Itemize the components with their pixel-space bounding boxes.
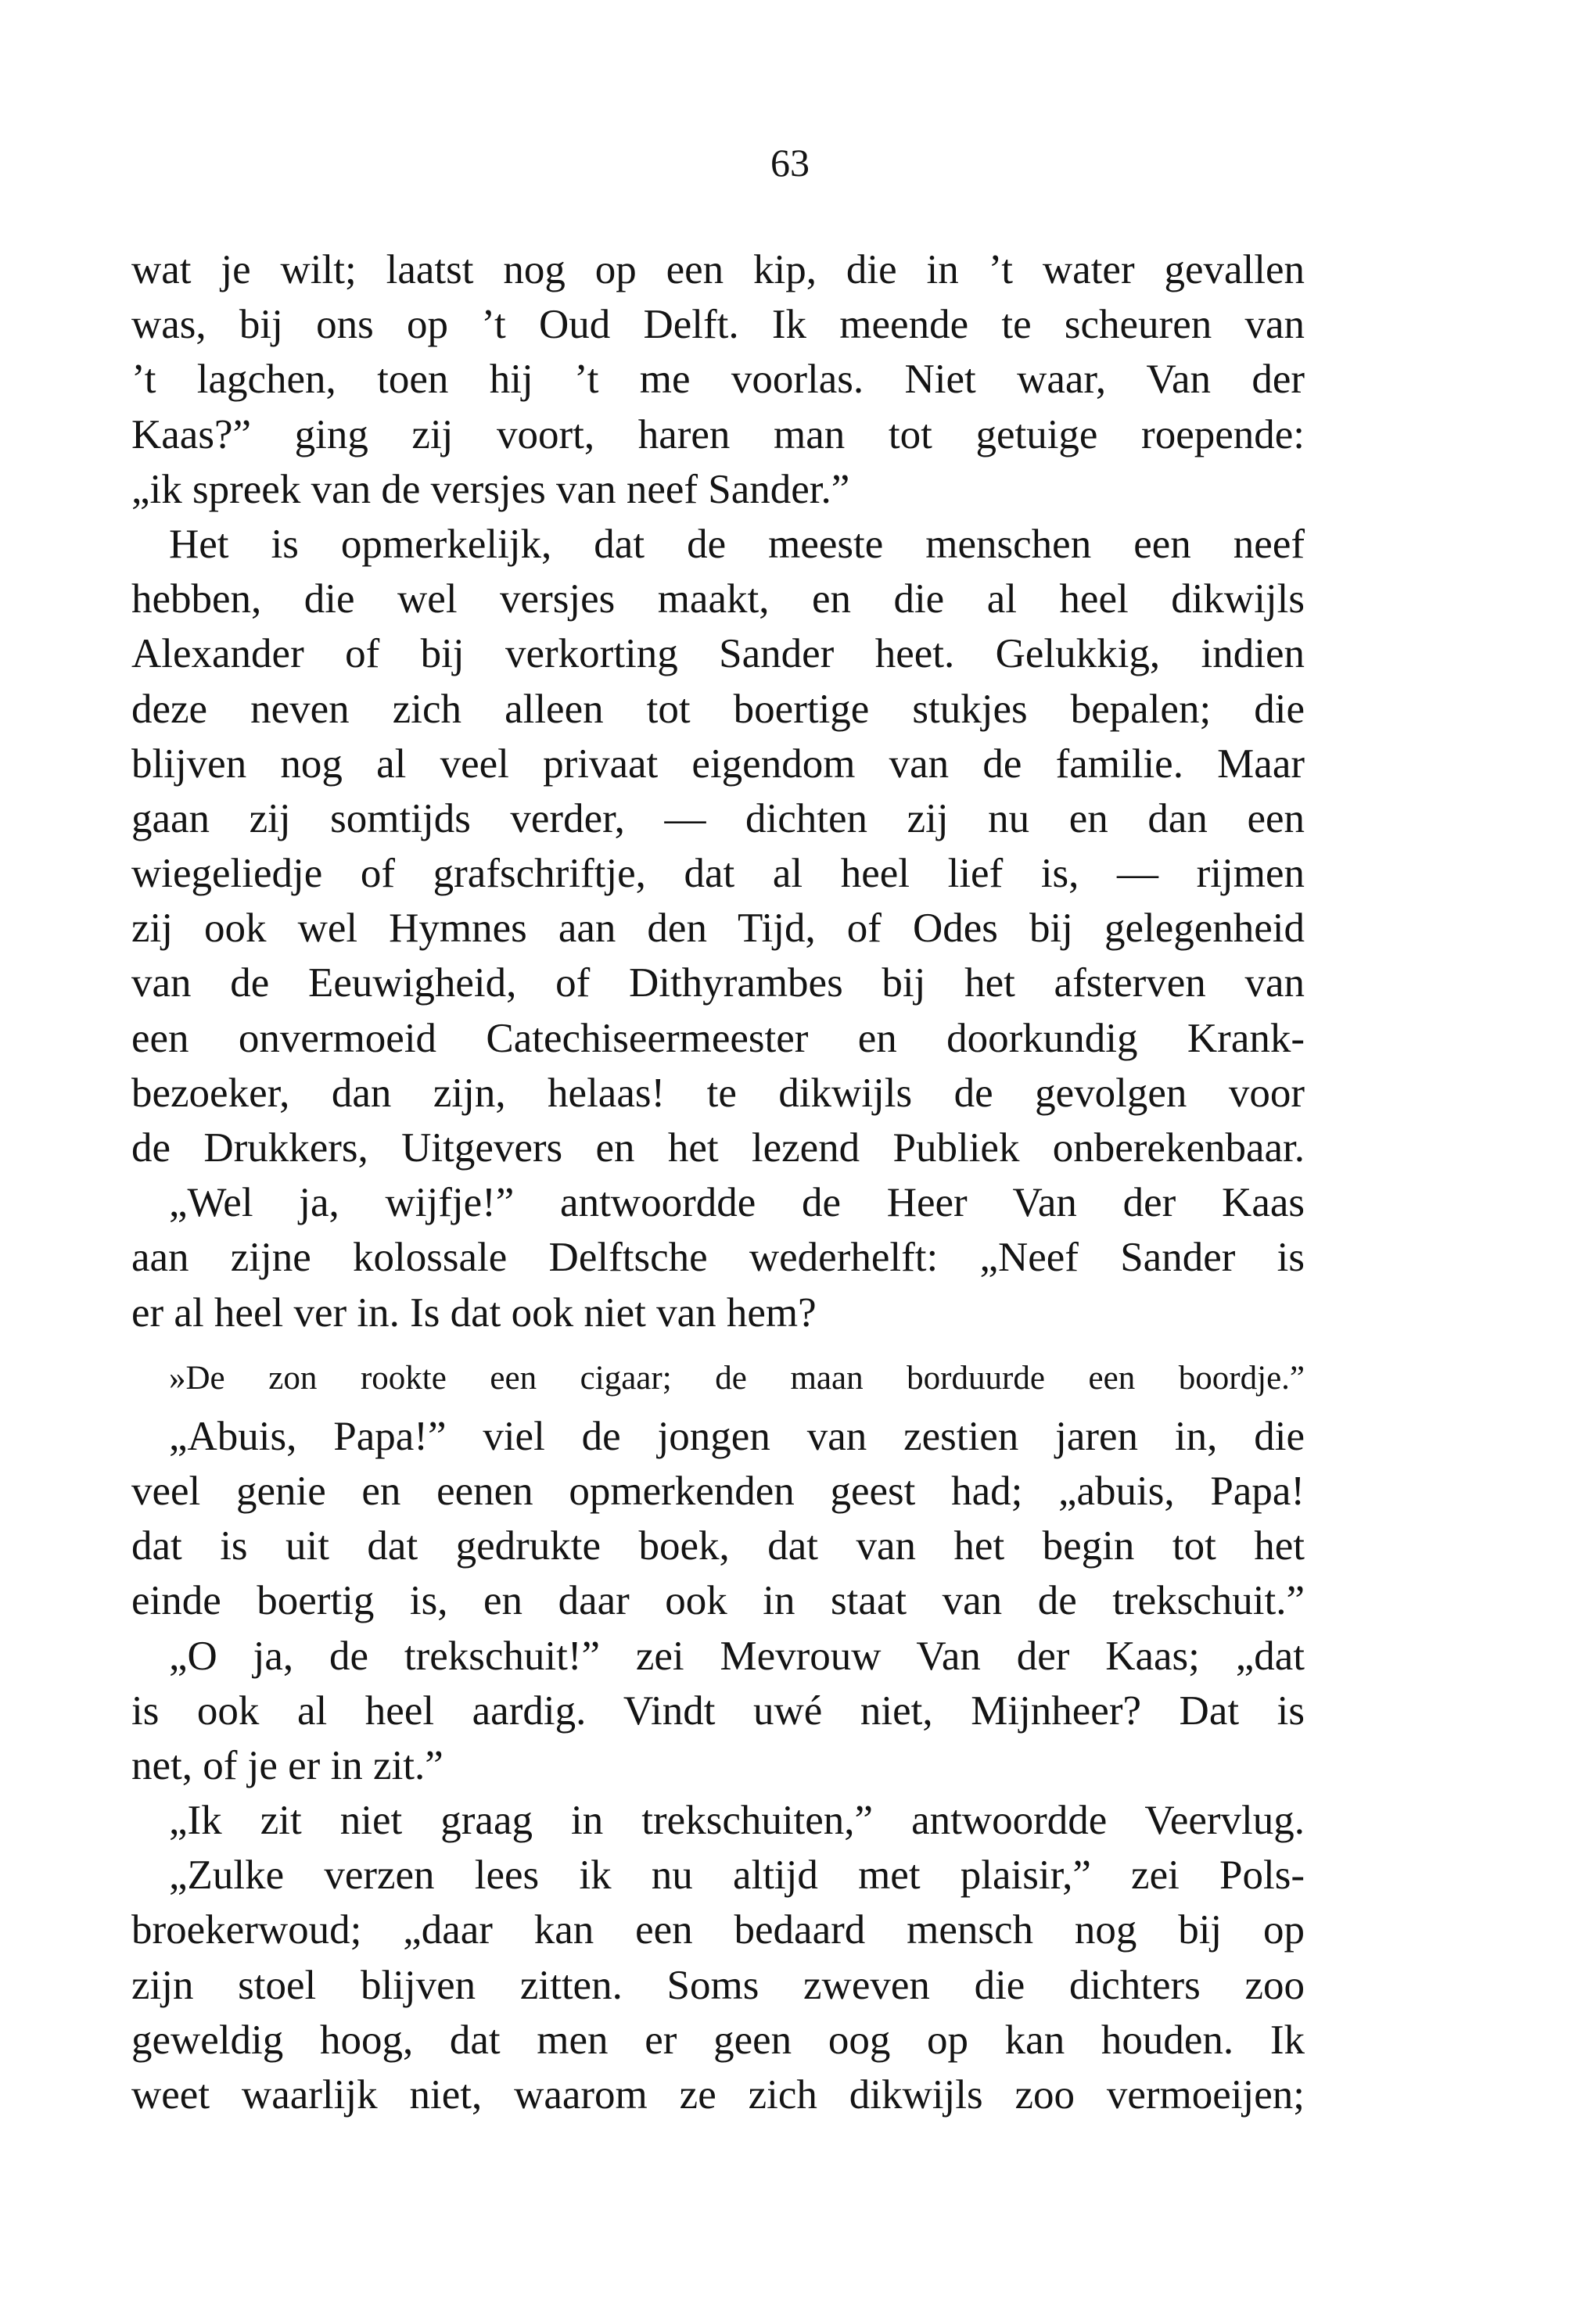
- text-line: hebben, die wel versjes maakt, en die al heel dikwijls: [131, 576, 1305, 622]
- text-line: de Drukkers, Uitgevers en het lezend Publiek onberekenbaar.: [131, 1125, 1305, 1171]
- text-line: van de Eeuwigheid, of Dithyrambes bij het afsterven van: [131, 960, 1305, 1006]
- text-line: net, of je er in zit.”: [131, 1742, 443, 1788]
- text-line: bezoeker, dan zijn, helaas! te dikwijls de gevolgen voor: [131, 1070, 1305, 1116]
- text-line: Alexander of bij verkorting Sander heet. Gelukkig, indien: [131, 631, 1305, 677]
- text-line: „ik spreek van de versjes van neef Sander.”: [131, 466, 850, 512]
- text-line: zijn stoel blijven zitten. Soms zweven die dichters zoo: [131, 1962, 1305, 2008]
- text-line: aan zijne kolossale Delftsche wederhelft: „Neef Sander is: [131, 1235, 1305, 1281]
- text-line: einde boertig is, en daar ook in staat van de trekschuit.”: [131, 1578, 1305, 1624]
- text-line: deze neven zich alleen tot boertige stukjes bepalen; die: [131, 686, 1305, 732]
- text-line: was, bij ons op ’t Oud Delft. Ik meende te scheuren van: [131, 302, 1305, 348]
- text-line: er al heel ver in. Is dat ook niet van hem?: [131, 1289, 817, 1336]
- text-section-1: [131, 242, 1305, 1340]
- text-line: blijven nog al veel privaat eigendom van de familie. Maar: [131, 741, 1305, 787]
- text-line: veel genie en eenen opmerkenden geest had; „abuis, Papa!: [131, 1468, 1305, 1514]
- text-line: „Wel ja, wijfje!” antwoordde de Heer Van der Kaas: [169, 1180, 1305, 1226]
- text-line: „Abuis, Papa!” viel de jongen van zestien jaren in, die: [169, 1413, 1305, 1459]
- text-line: gaan zij somtijds verder, — dichten zij nu en dan een: [131, 795, 1305, 841]
- text-line: „Ik zit niet graag in trekschuiten,” antwoordde Veervlug.: [169, 1798, 1305, 1844]
- text-line: wiegeliedje of grafschriftje, dat al heel lief is, — rijmen: [131, 851, 1305, 897]
- body-text: [131, 242, 1305, 2122]
- text-line: ’t lagchen, toen hij ’t me voorlas. Niet waar, Van der: [131, 357, 1305, 403]
- text-line: weet waarlijk niet, waarom ze zich dikwijls zoo vermoeijen;: [131, 2072, 1305, 2118]
- text-line: „O ja, de trekschuit!” zei Mevrouw Van der Kaas; „dat: [169, 1633, 1305, 1679]
- text-line: geweldig hoog, dat men er geen oog op kan houden. Ik: [131, 2017, 1305, 2063]
- text-line: dat is uit dat gedrukte boek, dat van het begin tot het: [131, 1523, 1305, 1569]
- quoted-verse: »De zon rookte een cigaar; de maan borduurde een boordje.”: [169, 1359, 1305, 1397]
- page-number: 63: [770, 141, 810, 185]
- text-line: zij ook wel Hymnes aan den Tijd, of Odes bij gelegenheid: [131, 906, 1305, 952]
- text-line: wat je wilt; laatst nog op een kip, die in ’t water gevallen: [131, 247, 1305, 292]
- text-line: broekerwoud; „daar kan een bedaard mensch nog bij op: [131, 1907, 1305, 1953]
- text-line: is ook al heel aardig. Vindt uwé niet, Mijnheer? Dat is: [131, 1687, 1305, 1734]
- text-line: Kaas?” ging zij voort, haren man tot getuige roepende:: [131, 411, 1305, 457]
- text-line: „Zulke verzen lees ik nu altijd met plaisir,” zei Pols-: [169, 1852, 1305, 1899]
- text-section-2: [131, 1409, 1305, 2122]
- text-line: Het is opmerkelijk, dat de meeste menschen een neef: [169, 521, 1305, 567]
- text-line: een onvermoeid Catechiseermeester en doorkundig Krank-: [131, 1015, 1305, 1061]
